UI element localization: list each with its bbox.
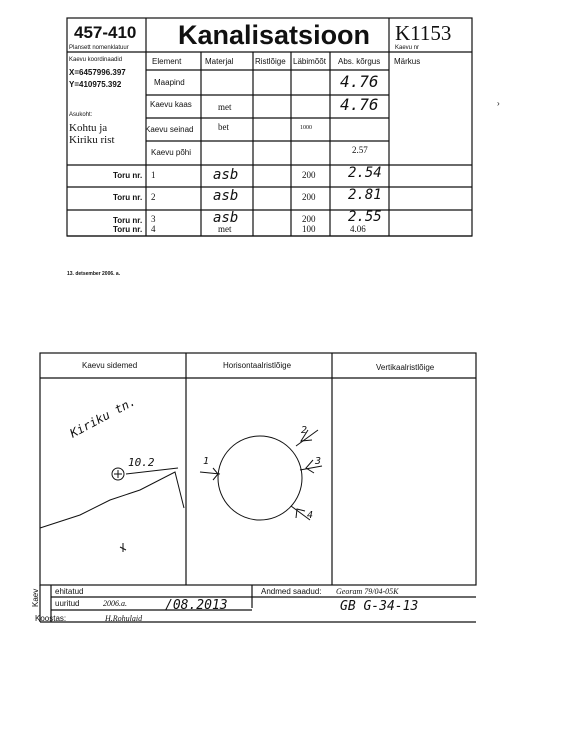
row-label: Maapind xyxy=(154,78,185,87)
pipe-num: 3 xyxy=(151,214,156,224)
data-from-hand: GB G-34-13 xyxy=(340,599,419,614)
location-label: Asukoht: xyxy=(69,112,93,118)
pipe-num: 2 xyxy=(151,192,156,202)
sheet-number: 457-410 xyxy=(74,23,137,42)
col3-title: Vertikaalristlõige xyxy=(376,363,435,372)
row-diameter: 1000 xyxy=(300,125,312,131)
col2-title: Horisontaalristlõige xyxy=(223,361,292,370)
pipe-material: asb xyxy=(213,167,239,183)
pipe-abs: 2.55 xyxy=(348,209,382,225)
row-material: met xyxy=(218,102,232,112)
pipe-num-label: 1 xyxy=(203,456,210,467)
pipe-abs: 4.06 xyxy=(350,224,366,234)
surveyed-value: 2006.a. xyxy=(103,599,127,608)
col-header-cross: Ristlõige xyxy=(255,57,286,66)
built-label: ehitatud xyxy=(55,587,84,596)
data-from-value: Georam 79/04-05K xyxy=(336,587,399,596)
col-header-element: Element xyxy=(152,57,182,66)
pipe-material: asb xyxy=(213,188,239,204)
pipe-diameter: 200 xyxy=(302,170,316,180)
row-label: Kaevu kaas xyxy=(150,100,192,109)
pipe-material: asb xyxy=(213,210,239,226)
street-label: Kiriku tn. xyxy=(67,394,138,441)
pipe-diameter: 200 xyxy=(302,214,316,224)
sheet-label: Plansett nomenklatuur xyxy=(69,45,129,51)
coords-label: Kaevu koordinaadid xyxy=(69,57,123,63)
coord-x: X=6457996.397 xyxy=(69,68,126,77)
pipe-num: 4 xyxy=(151,224,156,234)
row-abs: 4.76 xyxy=(340,95,379,114)
side-label: Kaev xyxy=(31,588,40,607)
surveyed-label: uuritud xyxy=(55,599,80,608)
pipe-num-label: 2 xyxy=(301,425,308,436)
col-header-abs: Abs. kõrgus xyxy=(338,57,381,66)
compiled-label: Koostas: xyxy=(35,614,67,623)
compiled-value: H.Rohulaid xyxy=(105,614,143,623)
page-title: Kanalisatsioon xyxy=(178,20,371,50)
pipe-num: 1 xyxy=(151,170,156,180)
pipe-diameter: 100 xyxy=(302,224,316,234)
pipe-label: Toru nr. xyxy=(113,225,143,234)
col1-title: Kaevu sidemed xyxy=(82,361,138,370)
dist-label: 10.2 xyxy=(128,456,155,469)
pipe-diameter: 200 xyxy=(302,192,316,202)
pipe-num-label: 4 xyxy=(307,510,314,521)
well-id: K1153 xyxy=(395,21,452,45)
coord-y: Y=410975.392 xyxy=(69,80,122,89)
pipe-material: met xyxy=(218,224,232,234)
col-header-diameter: Läbimõõt xyxy=(293,57,326,66)
row-abs: 2.57 xyxy=(352,145,368,155)
col-header-material: Materjal xyxy=(205,57,234,66)
row-abs: 4.76 xyxy=(340,72,379,91)
surveyed-hand: /08.2013 xyxy=(165,598,228,613)
chevron-right-icon: › xyxy=(497,99,500,108)
location-line1: Kohtu ja xyxy=(69,122,108,134)
col-header-note: Märkus xyxy=(394,57,421,66)
pipe-label: Toru nr. xyxy=(113,193,143,202)
location-line2: Kiriku rist xyxy=(69,134,115,146)
date-line: 13. detsember 2006. a. xyxy=(67,271,121,277)
data-from-label: Andmed saadud: xyxy=(261,587,322,596)
row-material: bet xyxy=(218,122,229,132)
pipe-abs: 2.81 xyxy=(348,187,382,203)
row-label: Kaevu seinad xyxy=(145,125,194,134)
pipe-abs: 2.54 xyxy=(348,165,382,181)
row-label: Kaevu põhi xyxy=(151,148,192,157)
pipe-label: Toru nr. xyxy=(113,216,143,225)
well-id-label: Kaevu nr xyxy=(395,45,420,51)
pipe-label: Toru nr. xyxy=(113,171,143,180)
pipe-num-label: 3 xyxy=(315,456,322,467)
